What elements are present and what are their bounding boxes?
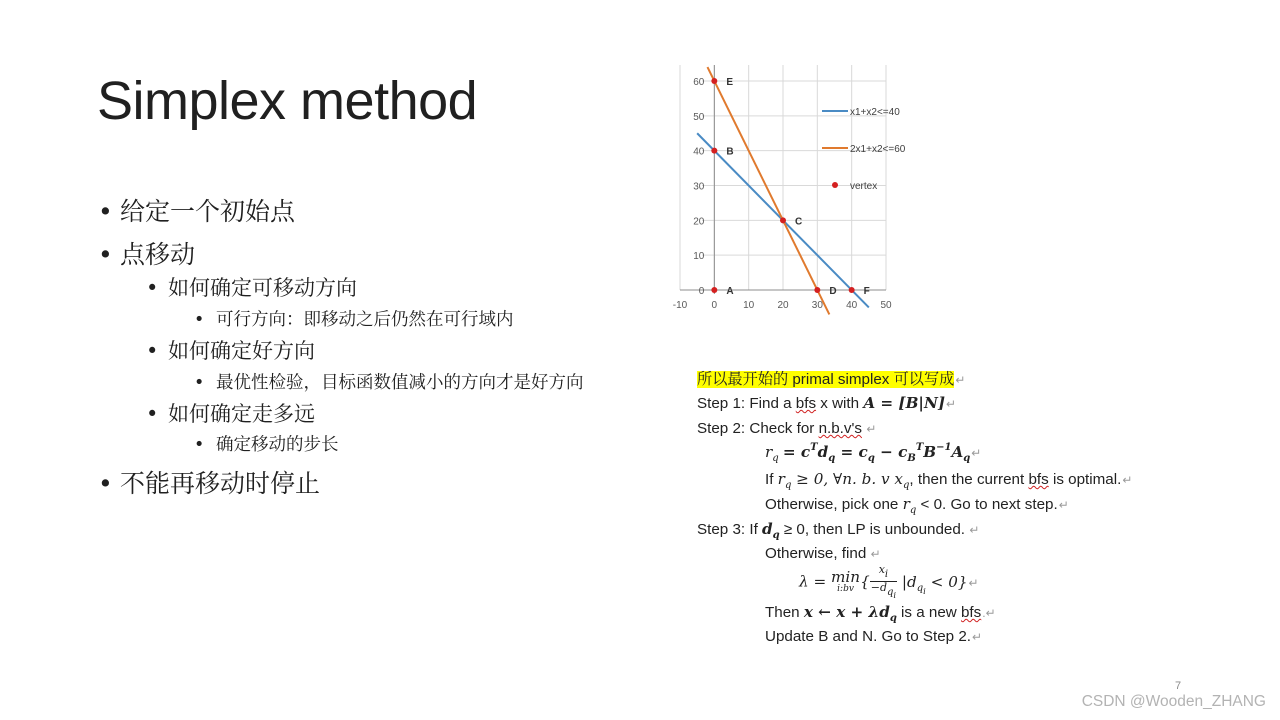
y-tick-label: 30 [693, 181, 705, 193]
x-tick-label: 30 [811, 300, 823, 311]
step2-line [697, 420, 876, 437]
bullet-item [146, 335, 315, 365]
bullet-dot: • [146, 339, 159, 363]
bullet-item [98, 464, 320, 500]
bullet-item [146, 272, 357, 302]
return-mark-icon: ↵ [971, 446, 982, 460]
otherwise-find-line [765, 545, 881, 562]
ratio-fraction: $\frac{xi}{-dq_i}$ [870, 563, 897, 600]
step1-line [697, 394, 956, 412]
x-tick-label: 40 [846, 300, 858, 311]
pick-line [765, 495, 1069, 516]
vertex-point [780, 217, 786, 223]
optimality-text: , then the current [909, 471, 1029, 488]
nbv-term: n.b.v's [818, 420, 862, 437]
bfs-term: bfs [795, 395, 817, 412]
x-tick-label: 50 [880, 300, 892, 311]
subscript-q: q [903, 480, 910, 491]
slide-title: Simplex method [97, 71, 478, 131]
step1-text: x with [816, 395, 864, 412]
subscript-q: q [889, 613, 897, 624]
return-mark-icon: ↵ [966, 523, 980, 537]
vertex-point [849, 287, 855, 293]
update-text: Update B and N. Go to Step 2. [765, 628, 972, 645]
return-mark-icon: ↵ [972, 630, 983, 644]
y-tick-label: 0 [698, 286, 705, 297]
rq-symbol: r [777, 470, 785, 488]
subscript-q: q [909, 505, 917, 516]
bullet-dot: • [98, 197, 113, 226]
bullet-text: 给定一个初始点 [120, 197, 296, 226]
x-tick-label: -10 [672, 300, 688, 311]
vertex-point [711, 78, 717, 84]
bullet-text: 点移动 [120, 240, 196, 269]
rq-symbol: r [765, 443, 773, 461]
min-subscript: i:bv [837, 583, 854, 594]
y-tick-label: 50 [693, 111, 705, 123]
bullet-item [98, 192, 295, 228]
bullet-item [98, 235, 195, 271]
then-label: Then [765, 604, 804, 621]
bullet-text: 最优性检验，目标函数值减小的方向才是好方向 [216, 373, 584, 393]
legend-label: 2x1+x2<=60 [850, 144, 906, 155]
subscript-q: q [784, 480, 792, 491]
vertex-point [814, 287, 820, 293]
vertex-label: E [726, 77, 734, 88]
bullet-dot: • [194, 435, 205, 455]
bullet-text: 如何确定走多远 [168, 402, 315, 426]
x-tick-label: 0 [711, 300, 718, 311]
dq-symbol: $d_q$ [762, 520, 780, 541]
page-number: 7 [1175, 680, 1182, 692]
lp-chart [668, 60, 918, 322]
min-text: min [831, 567, 861, 586]
otherwise-text: Otherwise, pick one [765, 496, 903, 513]
return-mark-icon: ↵ [946, 397, 957, 411]
optimality-end: is optimal. [1048, 471, 1122, 488]
ratio-brace: { [860, 572, 870, 591]
return-mark-icon: ↵ [867, 547, 881, 561]
legend-label: x1+x2<=40 [850, 107, 900, 118]
y-tick-label: 10 [693, 251, 705, 263]
rq-symbol: r [902, 495, 910, 513]
return-mark-icon: ↵ [1122, 473, 1133, 487]
y-tick-label: 40 [693, 146, 705, 158]
step2-label: Step 2: Check for [697, 420, 819, 437]
vertex-label: C [795, 216, 803, 228]
bullet-dot: • [146, 402, 159, 426]
ratio-test-formula [799, 564, 979, 601]
new-bfs-text: is a new [896, 604, 961, 621]
ratio-condition: $|d_{q_i} < 0$} [897, 572, 968, 596]
step3-line [697, 520, 979, 541]
bullet-dot: • [194, 310, 205, 330]
bullet-dot: • [98, 469, 113, 498]
bullet-item [146, 398, 315, 428]
vertex-label: A [726, 286, 734, 297]
bfs-term: bfs [1028, 471, 1049, 488]
legend-label: vertex [850, 181, 878, 192]
return-mark-icon: ↵ [1058, 498, 1069, 512]
optimality-condition: ≥ 0, ∀n. b. v x [791, 470, 903, 488]
algorithm-heading-line [697, 368, 965, 389]
vertex-label: F [863, 286, 870, 297]
series-line [707, 67, 829, 314]
step1-formula: A = [B|N] [863, 394, 946, 412]
step3-text: ≥ 0, then LP is unbounded. [779, 521, 966, 538]
vertex-label: B [726, 146, 734, 158]
step3-label: Step 3: If [697, 521, 763, 538]
pick-text: < 0. Go to next step. [916, 496, 1058, 513]
chart-canvas [668, 60, 918, 322]
bullet-item [194, 431, 339, 456]
algorithm-heading: 所以最开始的 primal simplex 可以写成 [697, 371, 955, 388]
reduced-cost-formula [765, 442, 981, 464]
legend-swatch [832, 182, 838, 188]
return-mark-icon: ↵ [955, 373, 966, 387]
bullet-text: 如何确定好方向 [168, 339, 315, 363]
step1-label: Step 1: Find a [697, 395, 796, 412]
update-x-line [765, 603, 996, 624]
bullet-text: 确定移动的步长 [216, 435, 339, 455]
bullet-text: 不能再移动时停止 [120, 469, 321, 498]
bullet-text: 如何确定可移动方向 [168, 276, 357, 300]
if-label: If [765, 471, 778, 488]
return-mark-icon: ↵ [862, 422, 877, 436]
rq-expression: = $c^Td_q = c_q - c_B^TB^{-1}A_q$ [782, 442, 971, 464]
bullet-dot: • [146, 276, 159, 300]
y-tick-label: 60 [693, 77, 705, 88]
optimality-line [765, 470, 1132, 491]
watermark: CSDN @Wooden_ZHANG [1081, 693, 1266, 710]
return-mark-icon: ↵ [968, 575, 979, 590]
bullet-item [194, 369, 584, 394]
x-tick-label: 20 [777, 300, 789, 311]
otherwise-find-text: Otherwise, find [765, 545, 867, 562]
x-tick-label: 10 [743, 300, 755, 311]
bullet-item [194, 306, 514, 331]
vertex-label: D [829, 286, 837, 297]
bullet-dot: • [194, 373, 205, 393]
bullet-dot: • [98, 240, 113, 269]
update-basis-line [765, 628, 982, 645]
vertex-point [711, 287, 717, 293]
bullet-text: 可行方向：即移动之后仍然在可行域内 [216, 310, 514, 330]
y-tick-label: 20 [693, 216, 705, 228]
update-formula: x ← x + λd [803, 603, 890, 621]
bfs-term: bfs [960, 604, 982, 621]
subscript-q: q [772, 453, 779, 464]
lambda-equals: λ = [799, 572, 832, 591]
return-mark-icon: .↵ [982, 606, 996, 620]
vertex-point [711, 148, 717, 154]
min-operator [831, 567, 861, 595]
